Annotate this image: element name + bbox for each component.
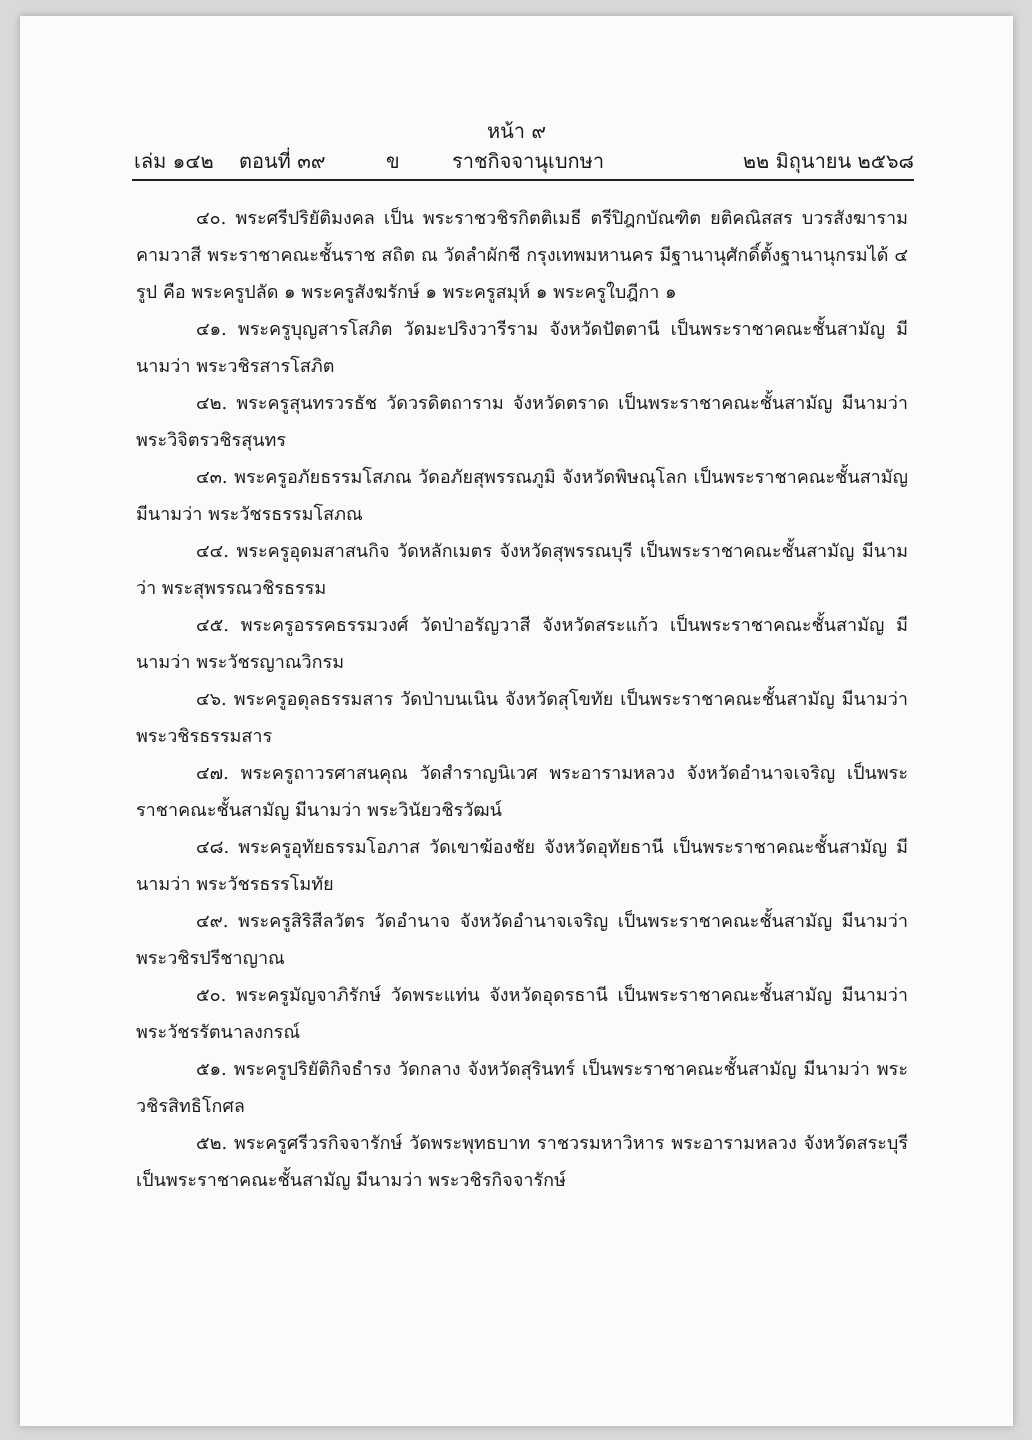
appointment-entry: ๕๒. พระครูศรีวรกิจจารักษ์ วัดพระพุทธบาท ราชวรมหาวิหาร พระอารามหลวง จังหวัดสระบุรี เป็นพระราชาคณะชั้นสามัญ มีนามว่า พระวชิรกิจจารักษ์ xyxy=(136,1133,908,1191)
appointment-entry: ๔๒. พระครูสุนทรวรธัช วัดวรดิตถาราม จังหวัดตราด เป็นพระราชาคณะชั้นสามัญ มีนามว่า พระวิจิตรวชิรสุนทร xyxy=(136,393,908,451)
section-letter: ข xyxy=(386,149,400,173)
gazette-header xyxy=(134,146,914,176)
appointment-entry: ๔๔. พระครูอุดมสาสนกิจ วัดหลักเมตร จังหวัดสุพรรณบุรี เป็นพระราชาคณะชั้นสามัญ มีนามว่า พระสุพรรณวชิรธรรม xyxy=(136,541,908,599)
issue-number: ตอนที่ ๓๙ xyxy=(239,149,326,173)
appointment-entry: ๔๖. พระครูอดุลธรรมสาร วัดป่าบนเนิน จังหวัดสุโขทัย เป็นพระราชาคณะชั้นสามัญ มีนามว่า พระวชิรธรรมสาร xyxy=(136,689,908,747)
page-number: หน้า ๙ xyxy=(486,119,547,143)
appointment-entry: ๕๐. พระครูมัญจาภิรักษ์ วัดพระแท่น จังหวัดอุดรธานี เป็นพระราชาคณะชั้นสามัญ มีนามว่า พระวัชรรัตนาลงกรณ์ xyxy=(136,985,908,1043)
publication-date: ๒๒ มิถุนายน ๒๕๖๘ xyxy=(742,149,914,173)
appointment-entry: ๔๓. พระครูอภัยธรรมโสภณ วัดอภัยสุพรรณภูมิ จังหวัดพิษณุโลก เป็นพระราชาคณะชั้นสามัญ มีนามว่า พระวัชรธรรมโสภณ xyxy=(136,467,908,525)
appointment-entry: ๔๙. พระครูสิริสีลวัตร วัดอำนาจ จังหวัดอำนาจเจริญ เป็นพระราชาคณะชั้นสามัญ มีนามว่า พระวชิรปรีชาญาณ xyxy=(136,911,908,969)
appointment-entry: ๔๐. พระศรีปริยัติมงคล เป็น พระราชวชิรกิตติเมธี ตรีปิฎกบัณฑิต ยติคณิสสร บวรสังฆาราม คามวาสี พระราชาคณะชั้นราช สถิต ณ วัดลำผักชี กรุงเทพมหานคร มีฐานานุศักดิ์ตั้งฐานานุกรมได้ ๔ รูป คือ พระครูปลัด ๑ พระครูสังฆรักษ์ ๑ พระครูสมุห์ ๑ พระครูใบฎีกา ๑ xyxy=(136,208,908,303)
gazette-title: ราชกิจจานุเบกษา xyxy=(452,149,605,173)
volume-number: เล่ม ๑๔๒ xyxy=(134,149,214,173)
header-divider xyxy=(132,179,914,181)
gazette-page xyxy=(20,16,1013,1426)
appointment-entry: ๔๕. พระครูอรรคธรรมวงศ์ วัดป่าอรัญวาสี จังหวัดสระแก้ว เป็นพระราชาคณะชั้นสามัญ มีนามว่า พระวัชรญาณวิกรม xyxy=(136,615,908,673)
appointment-entry: ๔๑. พระครูบุญสารโสภิต วัดมะปริงวารีราม จังหวัดปัตตานี เป็นพระราชาคณะชั้นสามัญ มีนามว่า พระวชิรสารโสภิต xyxy=(136,319,908,377)
appointment-entry: ๔๗. พระครูถาวรศาสนคุณ วัดสำราญนิเวศ พระอารามหลวง จังหวัดอำนาจเจริญ เป็นพระราชาคณะชั้นสามัญ มีนามว่า พระวินัยวชิรวัฒน์ xyxy=(136,763,908,821)
appointment-list xyxy=(136,200,908,1199)
appointment-entry: ๕๑. พระครูปริยัติกิจธำรง วัดกลาง จังหวัดสุรินทร์ เป็นพระราชาคณะชั้นสามัญ มีนามว่า พระวชิรสิทธิโกศล xyxy=(136,1059,908,1117)
appointment-entry: ๔๘. พระครูอุทัยธรรมโอภาส วัดเขาฆ้องชัย จังหวัดอุทัยธานี เป็นพระราชาคณะชั้นสามัญ มีนามว่า พระวัชรธรรโมทัย xyxy=(136,837,908,895)
